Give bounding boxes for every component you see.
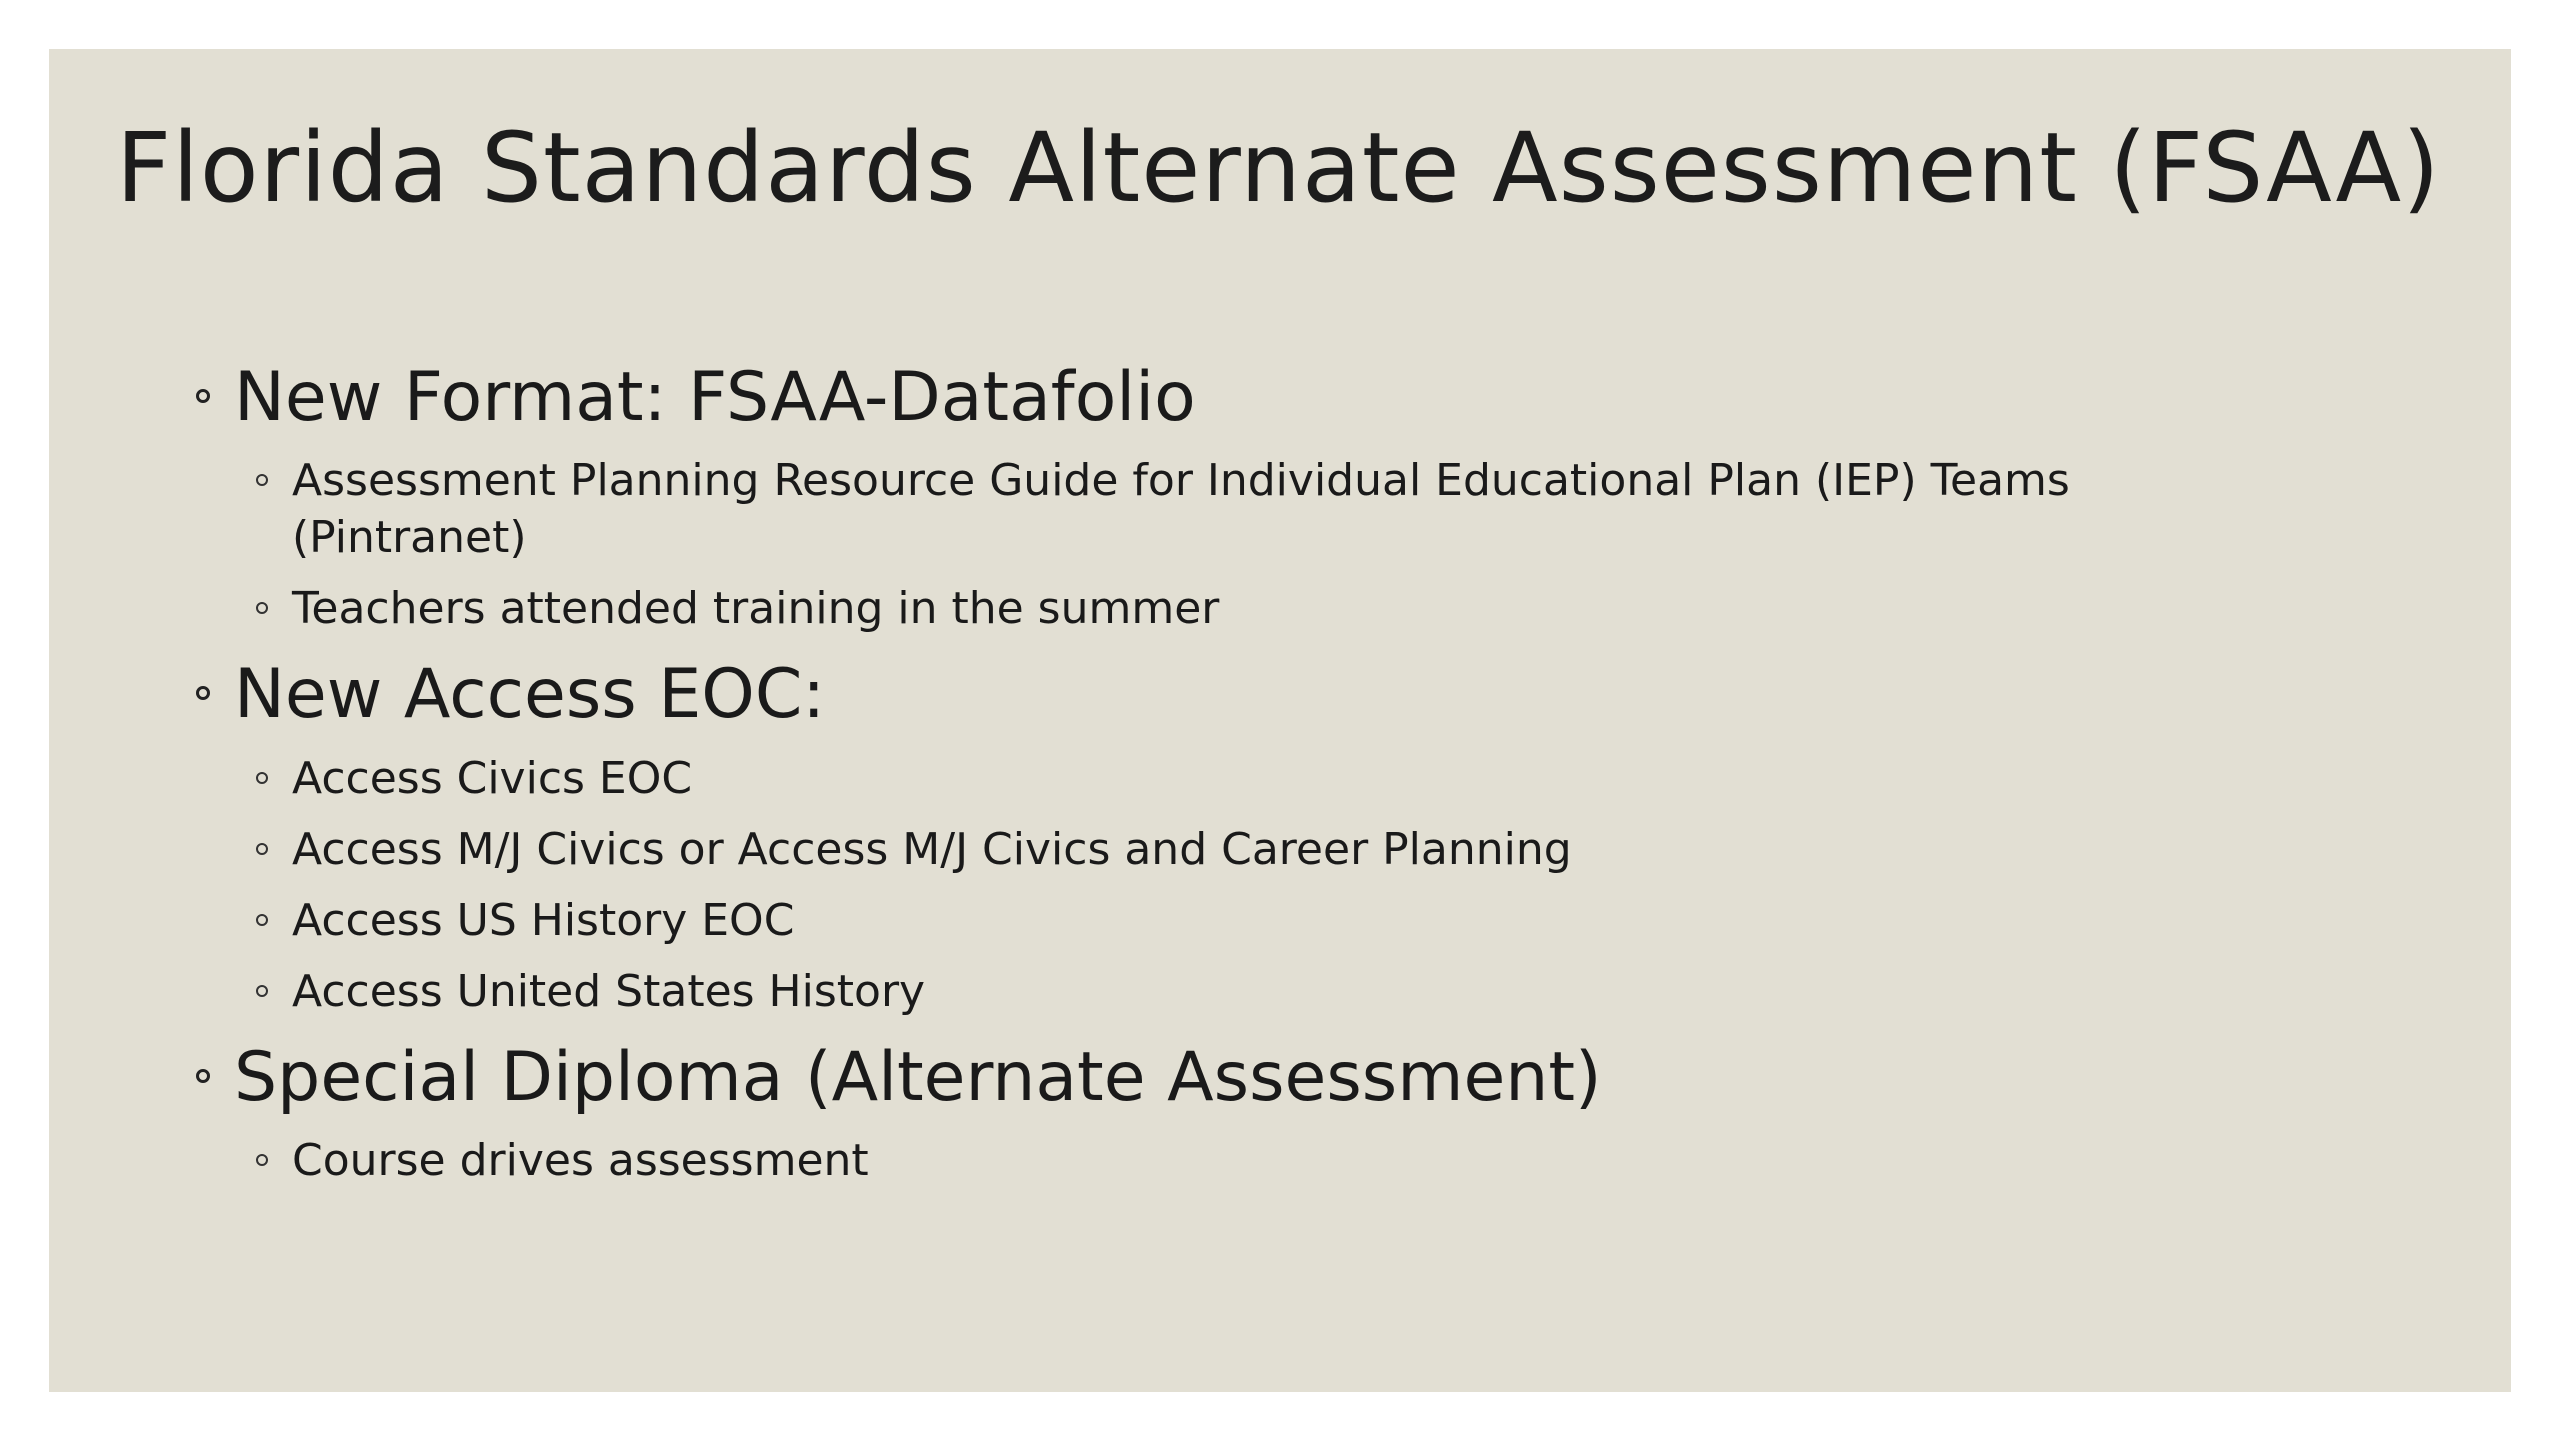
sub-bullet-circle-icon [256, 602, 268, 614]
sub-bullet-text: Teachers attended training in the summer [292, 583, 1220, 635]
sub-bullet-circle-icon [256, 914, 268, 926]
bullet-circle-icon [196, 686, 210, 700]
sub-bullet-list [196, 1132, 2346, 1189]
sub-bullet [196, 821, 2346, 878]
sub-bullet-circle-icon [256, 843, 268, 855]
bullet-new-format [196, 354, 2346, 442]
sub-bullet [196, 750, 2346, 807]
sub-bullet-text: Access US History EOC [292, 894, 795, 946]
sub-bullet [196, 1132, 2346, 1189]
sub-bullet-circle-icon [256, 985, 268, 997]
sub-bullet-list [196, 452, 2346, 637]
bullet-circle-icon [196, 1069, 210, 1083]
bullet-text: Special Diploma (Alternate Assessment) [234, 1037, 1602, 1117]
bullet-new-access-eoc [196, 651, 2346, 739]
slide-title: Florida Standards Alternate Assessment (FSAA) [116, 112, 2441, 224]
sub-bullet-circle-icon [256, 1154, 268, 1166]
sub-bullet [196, 580, 2346, 637]
bullet-text: New Format: FSAA-Datafolio [234, 358, 1196, 437]
bullet-list [196, 354, 2346, 1203]
sub-bullet-list [196, 750, 2346, 1020]
bullet-circle-icon [196, 389, 210, 403]
sub-bullet-text: Access Civics EOC [292, 752, 693, 804]
slide [49, 49, 2511, 1392]
bullet-special-diploma [196, 1034, 2346, 1122]
sub-bullet-text: Course drives assessment [292, 1135, 869, 1187]
sub-bullet-text: Access United States History [292, 965, 926, 1017]
sub-bullet-text: Access M/J Civics or Access M/J Civics and Career Planning [292, 823, 1572, 875]
sub-bullet-circle-icon [256, 772, 268, 784]
sub-bullet [196, 452, 2292, 566]
sub-bullet [196, 892, 2346, 949]
sub-bullet-text: Assessment Planning Resource Guide for Individual Educational Plan (IEP) Teams (Pintranet) [292, 455, 2070, 564]
bullet-text: New Access EOC: [234, 655, 826, 735]
sub-bullet [196, 963, 2346, 1020]
sub-bullet-circle-icon [256, 474, 268, 486]
